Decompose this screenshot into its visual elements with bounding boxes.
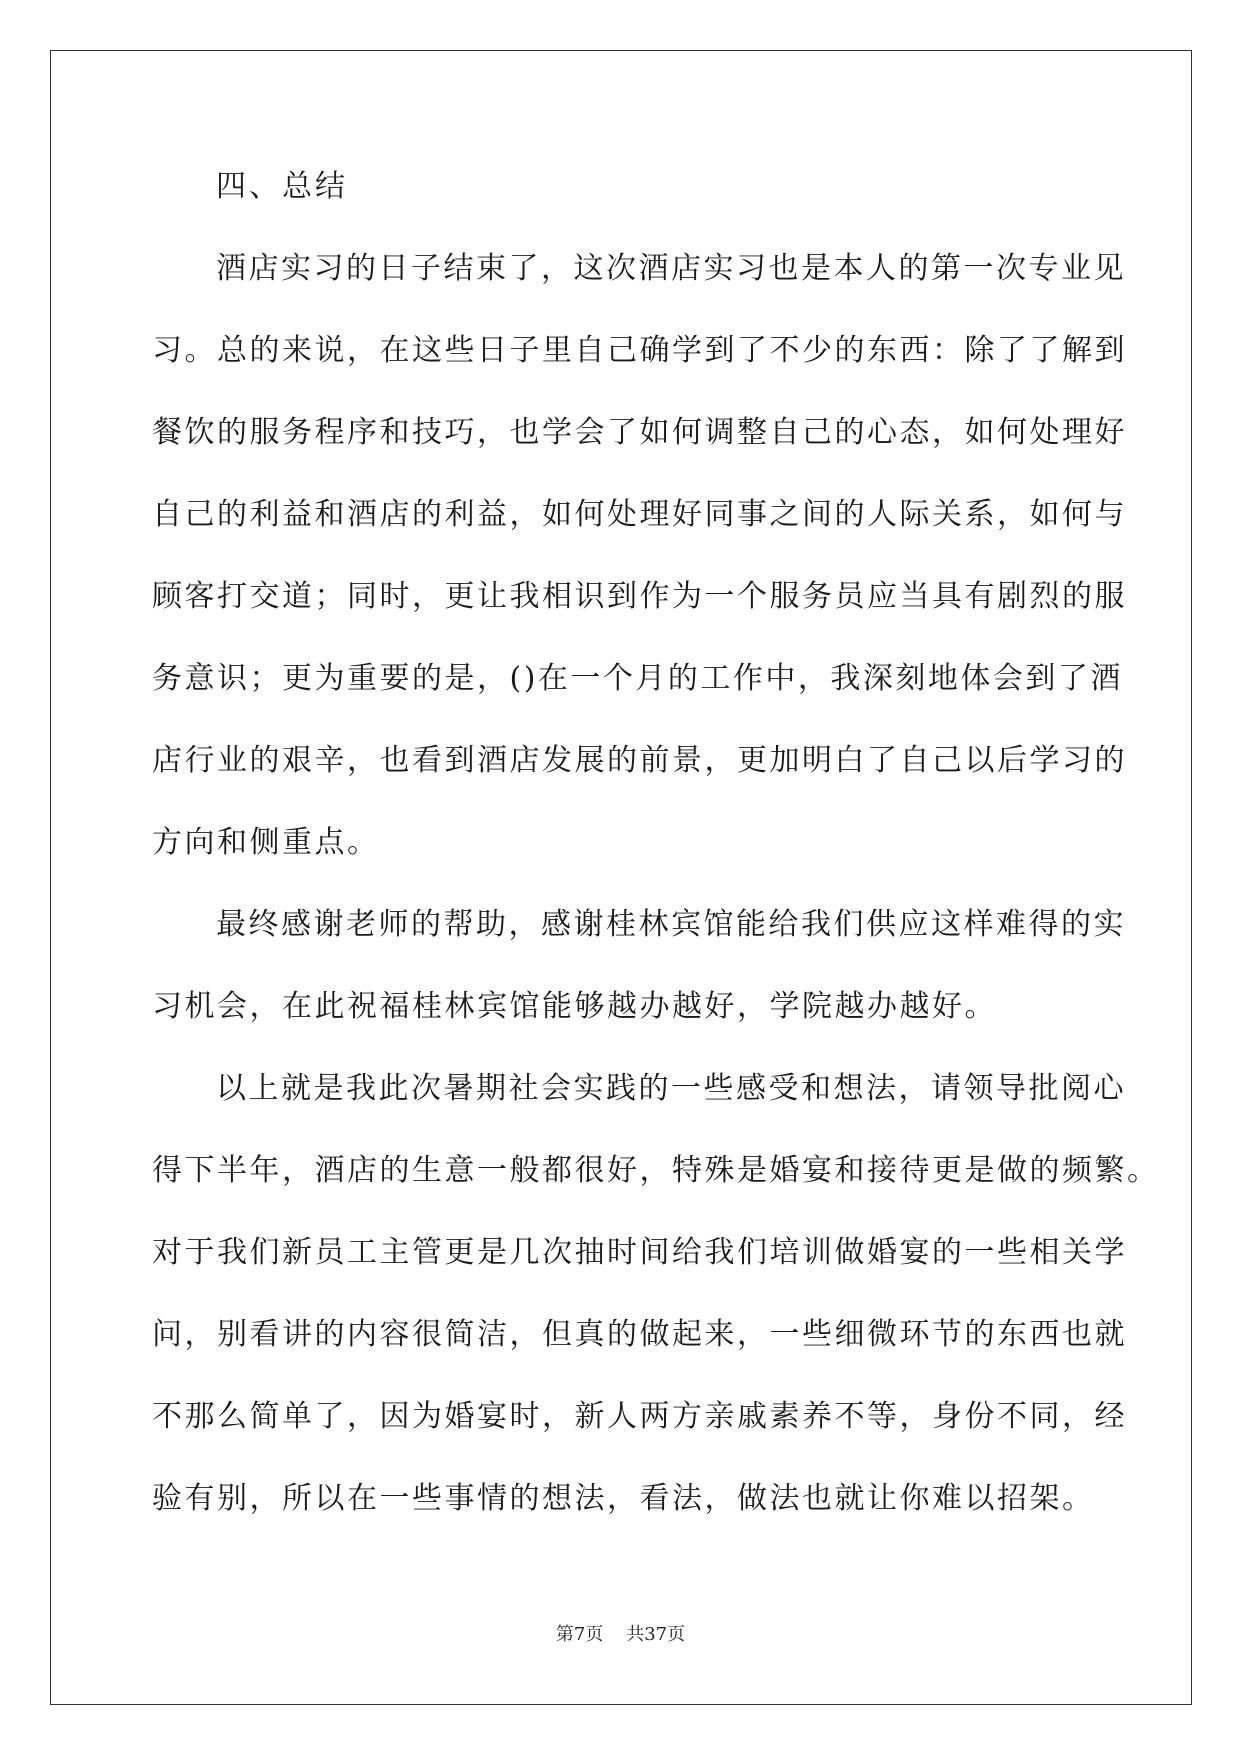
page-total: 共37页 bbox=[626, 1624, 686, 1645]
paragraph-line: 问，别看讲的内容很简洁，但真的做起来，一些细微环节的东西也就 bbox=[152, 1317, 1127, 1352]
page-footer bbox=[0, 1623, 1241, 1647]
paragraph-line: 务意识；更为重要的是，()在一个月的工作中，我深刻地体会到了酒 bbox=[152, 661, 1123, 696]
paragraph-line: 习。总的来说，在这些日子里自己确学到了不少的东西：除了了解到 bbox=[152, 333, 1127, 368]
paragraph-line: 对于我们新员工主管更是几次抽时间给我们培训做婚宴的一些相关学 bbox=[152, 1235, 1127, 1270]
paragraph-line: 以上就是我此次暑期社会实践的一些感受和想法，请领导批阅心 bbox=[216, 1071, 1126, 1106]
paragraph-line: 餐饮的服务程序和技巧，也学会了如何调整自己的心态，如何处理好 bbox=[152, 415, 1127, 450]
paragraph-line: 自己的利益和酒店的利益，如何处理好同事之间的人际关系，如何与 bbox=[152, 497, 1127, 532]
paragraph-line: 店行业的艰辛，也看到酒店发展的前景，更加明白了自己以后学习的 bbox=[152, 743, 1127, 778]
paragraph-line: 习机会，在此祝福桂林宾馆能够越办越好，学院越办越好。 bbox=[152, 989, 997, 1024]
paragraph-line: 顾客打交道；同时，更让我相识到作为一个服务员应当具有剧烈的服 bbox=[152, 579, 1127, 614]
paragraph-line: 酒店实习的日子结束了，这次酒店实习也是本人的第一次专业见 bbox=[216, 251, 1126, 286]
paragraph-line: 得下半年，酒店的生意一般都很好，特殊是婚宴和接待更是做的频繁。 bbox=[152, 1153, 1160, 1188]
paragraph-line: 验有别，所以在一些事情的想法，看法，做法也就让你难以招架。 bbox=[152, 1481, 1095, 1516]
page-number: 第7页 bbox=[555, 1624, 604, 1645]
paragraph-line: 方向和侧重点。 bbox=[152, 825, 380, 860]
paragraph-line: 最终感谢老师的帮助，感谢桂林宾馆能给我们供应这样难得的实 bbox=[216, 907, 1126, 942]
page-border bbox=[50, 50, 1192, 1705]
paragraph-line: 不那么简单了，因为婚宴时，新人两方亲戚素养不等，身份不同，经 bbox=[152, 1399, 1127, 1434]
section-heading: 四、总结 bbox=[216, 169, 348, 204]
